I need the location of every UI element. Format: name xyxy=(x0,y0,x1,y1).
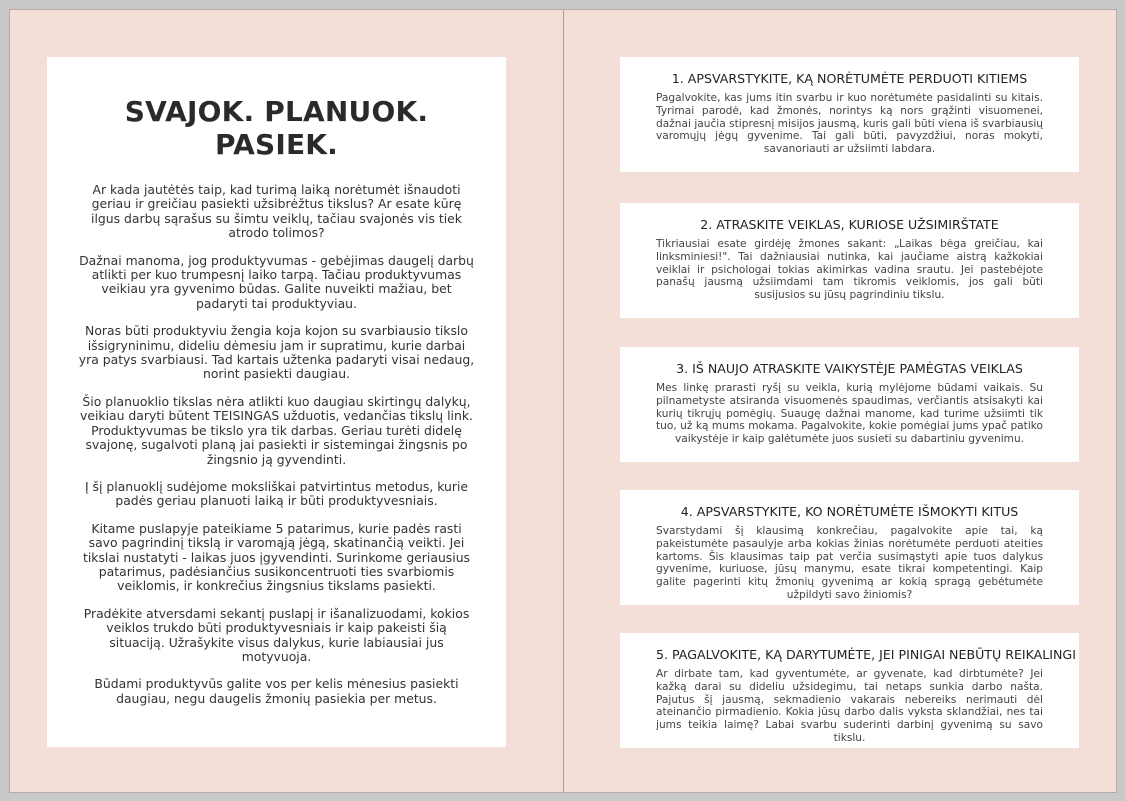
intro-paragraph: Šio planuoklio tikslas nėra atlikti kuo daugiau skirtingų dalykų, veikiau daryti būtent TEISINGAS užduotis, vedančias tikslų link. Produktyvumas be tikslo yra tik darbas. Geriau turėti didelę svajonę, sugalvoti planą jai pasiekti ir sistemingai žingsnis po žingsnio ją gyvendinti. xyxy=(80,393,473,467)
intro-paragraph: Į šį planuoklį sudėjome moksliškai patvirtintus metodus, kurie padės geriau planuoti laiką ir būti produktyvesniais. xyxy=(84,478,469,509)
tip-title: 5. PAGALVOKITE, KĄ DARYTUMĖTE, JEI PINIGAI NEBŪTŲ REIKALINGI xyxy=(656,647,1076,662)
tip-title: 3. IŠ NAUJO ATRASKITE VAIKYSTĖJE PAMĖGTAS VEIKLAS xyxy=(676,361,1023,376)
tip-card-1 xyxy=(620,57,1079,172)
intro-card xyxy=(47,57,506,747)
tip-card-2 xyxy=(620,203,1079,318)
tip-body: Ar dirbate tam, kad gyventumėte, ar gyvenate, kad dirbtumėte? Jei kažką darai su dideliu užsidegimu, tai netaps sunkia darbo našta. Pajutus šį jausmą, sekmadienio vakarais nebereiks nerimauti dėl ateinančio pirmadienio. Kokia jūsų darbo dalis vyksta sklandžiai, nes tai jums teikia laimę? Labai svarbu suderinti darbinį gyvenimą su savo tikslu. xyxy=(656,668,1043,744)
intro-paragraph: Noras būti produktyviu žengia koja kojon su svarbiausio tikslo išsigryninimu, dideliu dėmesiu jam ir supratimu, kurie darbai yra patys svarbiausi. Tad kartais užtenka padaryti visai nedaug, norint pasiekti daugiau. xyxy=(78,323,475,382)
planner-spread xyxy=(9,9,1117,793)
intro-paragraph: Pradėkite atversdami sekantį puslapį ir išanalizuodami, kokios veiklos trukdo būti produktyvesniais ir kaip pakeisti šią situaciją. Užrašykite visus dalykus, kurie labiausiai jus motyvuoja. xyxy=(83,605,470,664)
page-spine xyxy=(563,10,564,792)
tip-card-4 xyxy=(620,490,1079,605)
tip-title: 1. APSVARSTYKITE, KĄ NORĖTUMĖTE PERDUOTI KITIEMS xyxy=(671,71,1028,86)
intro-paragraph: Dažnai manoma, jog produktyvumas - gebėjimas daugelį darbų atlikti per kuo trumpesnį laiko tarpą. Tačiau produktyvumas veikiau yra gyvenimo būdas. Galite nuveikti mažiau, bet padaryti tai produktyviau. xyxy=(79,252,474,311)
tip-body: Tikriausiai esate girdėję žmones sakant: „Laikas bėga greičiau, kai linksminiesi!". Tai dažniausiai nutinka, kai jaučiame aistrą kažkokiai veiklai ir psichologai tokias akimirkas vadina srautu. Jei pastebėjote panašų jausmą užsiimdami tam tikromis veiklomis, jos gali būti susijusios su jūsų pagrindiniu tikslu. xyxy=(656,238,1043,302)
tip-card-3 xyxy=(620,347,1079,462)
tip-body: Svarstydami šį klausimą konkrečiau, pagalvokite apie tai, ką pakeistumėte pasaulyje arba kokias žinias norėtumėte perduoti ateities kartoms. Šis klausimas taip pat verčia susimąstyti apie tuos dalykus gyvenime, kuriuose, jūsų manymu, esate tikrai kompetentingi. Kaip galite pagerinti kitų žmonių gyvenimą ar kokią spragą gebėtumėte užpildyti savo žiniomis? xyxy=(656,525,1043,601)
page-title: SVAJOK. PLANUOK. PASIEK. xyxy=(124,95,429,161)
tip-title: 4. APSVARSTYKITE, KO NORĖTUMĖTE IŠMOKYTI KITUS xyxy=(680,504,1019,519)
tip-title: 2. ATRASKITE VEIKLAS, KURIOSE UŽSIMIRŠTATE xyxy=(700,217,999,232)
tip-body: Pagalvokite, kas jums itin svarbu ir kuo norėtumėte pasidalinti su kitais. Tyrimai parodė, kad žmonės, norintys ką nors grąžinti visuomenei, dažnai jaučia stipresnį misijos jausmą, kuris gali būti viena iš svarbiausių varomųjų jėgų gyvenime. Tai gali būti, pavyzdžiui, noras mokyti, savanoriauti ar užsiimti labdara. xyxy=(656,92,1043,156)
intro-paragraph: Kitame puslapyje pateikiame 5 patarimus, kurie padės rasti savo pagrindinį tikslą ir varomąją jėgą, skatinančią veikti. Jei tikslai nustatyti - laikas juos įgyvendinti. Surinkome geriausius patarimus, padėsiančius susikoncentruoti ties svarbiomis veiklomis, ir konkrečius žingsnius tikslams pasiekti. xyxy=(82,520,470,594)
intro-paragraph: Būdami produktyvūs galite vos per kelis mėnesius pasiekti daugiau, negu daugelis žmonių pasiekia per metus. xyxy=(94,676,459,706)
tip-card-5 xyxy=(620,633,1079,748)
intro-paragraph: Ar kada jautėtės taip, kad turimą laiką norėtumėt išnaudoti geriau ir greičiau pasiekti užsibrėžtus tikslus? Ar esate kūrę ilgus darbų sąrašus su šimtu veiklų, tačiau svajonės vis tiek atrodo tolimos? xyxy=(91,182,462,241)
tip-body: Mes linkę prarasti ryšį su veikla, kurią mylėjome būdami vaikais. Su pilnametyste atsiranda visuomenės spaudimas, verčiantis atsisakyti kai kurių tikrųjų pomėgių. Suaugę dažnai manome, kad turime užsiimti tik tuo, už ką mums mokama. Pagalvokite, kokie pomėgiai jums ypač patiko vaikystėje ir kaip galėtumėte juos susieti su dabartiniu gyvenimu. xyxy=(656,382,1043,446)
